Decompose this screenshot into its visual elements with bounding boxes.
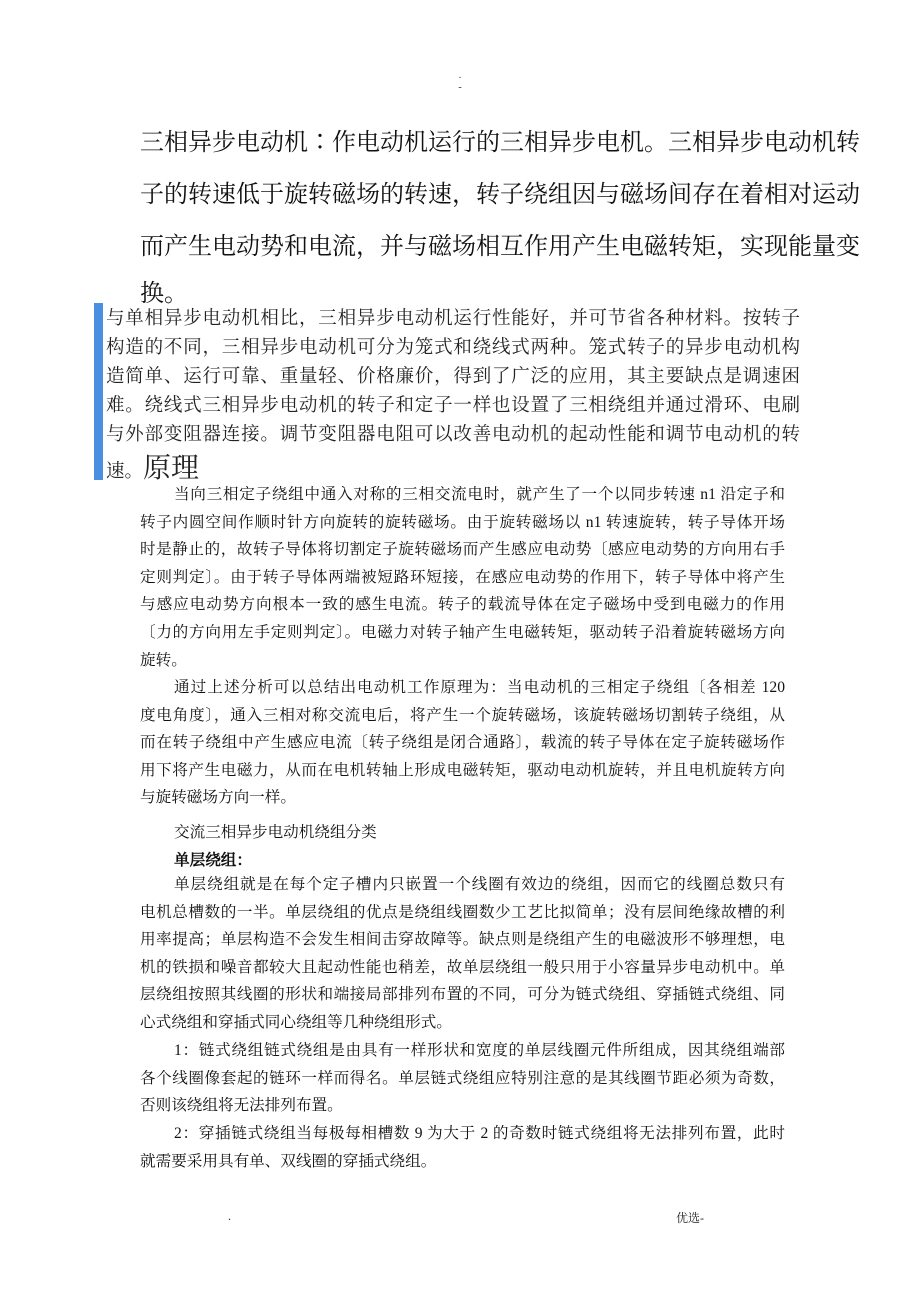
footer-label: 优选- [676,1211,704,1225]
text-line: 层绕组按照其线圈的形状和端接局部排列布置的不同，可分为链式绕组、穿插链式绕组、同 [140,986,785,1004]
text-line: 与外部变阻器连接。调节变阻器电阻可以改善电动机的起动性能和调节电动机的转 [106,423,800,444]
text-line: 定则判定〕。由于转子导体两端被短路环短接，在感应电动势的作用下，转子导体中将产生 [140,568,785,586]
item-1-paragraph [140,1037,785,1120]
header-mark-dot: . [458,70,462,81]
intro-last-text: 速。 [106,460,144,481]
single-layer-paragraph [140,871,785,1037]
text-line: 2：穿插链式绕组当每极每相槽数 9 为大于 2 的奇数时链式绕组将无法排列布置，此时 [174,1125,785,1142]
section-heading-principle: 原理 [143,452,200,483]
principle-paragraph-1 [140,481,785,674]
text-line: 单层绕组就是在每个定子槽内只嵌置一个线圈有效边的绕组，因而它的线圈总数只有 [174,876,785,893]
header-mark-dash: - [458,82,462,93]
text-line: 子的转速低于旋转磁场的转速，转子绕组因与磁场间存在着相对运动 [140,182,860,208]
text-line: 各个线圈像套起的链环一样而得名。单层链式绕组应特别注意的是其线圈节距必须为奇数， [140,1069,785,1087]
classification-heading: 交流三相异步电动机绕组分类 [174,824,377,841]
text-line: 造简单、运行可靠、重量轻、价格廉价，得到了广泛的应用，其主要缺点是调速困 [106,365,800,386]
text-line: 与单相异步电动机相比，三相异步电动机运行性能好，并可节省各种材料。按转子 [106,307,800,328]
text-line: 而在转子绕组中产生感应电流〔转子绕组是闭合通路〕，载流的转子导体在定子旋转磁场作 [140,734,785,752]
item-2-paragraph [140,1120,785,1175]
text-line: 与感应电动势方向根本一致的感生电流。转子的载流导体在定子磁场中受到电磁力的作用 [140,596,785,614]
text-line: 否则该绕组将无法排列布置。 [140,1097,343,1115]
text-line: 三相异步电动机∶作电动机运行的三相异步电机。三相异步电动机转 [140,130,860,156]
text-line: 构造的不同，三相异步电动机可分为笼式和绕线式两种。笼式转子的异步电动机构 [106,336,800,357]
text-line: 旋转。 [140,651,187,669]
text-line: 换。 [140,281,188,307]
text-line: 难。绕线式三相异步电动机的转子和定子一样也设置了三相绕组并通过滑环、电刷 [106,394,800,415]
text-line: 度电角度〕，通入三相对称交流电后，将产生一个旋转磁场，该旋转磁场切割转子绕组，从 [140,706,785,724]
text-line: 时是静止的，故转子导体将切割定子旋转磁场而产生感应电动势〔感应电动势的方向用右手 [140,541,785,559]
footer-dot: . [228,1209,231,1223]
text-line: 当向三相定子绕组中通入对称的三相交流电时，就产生了一个以同步转速 n1 沿定子和 [174,486,785,503]
text-line: 通过上述分析可以总结出电动机工作原理为：当电动机的三相定子绕组〔各相差 120 [174,679,785,696]
single-layer-heading: 单层绕组： [174,852,252,869]
text-line: 就需要采用具有单、双线圈的穿插式绕组。 [140,1152,437,1170]
principle-paragraph-2 [140,674,785,812]
text-line: 而产生电动势和电流，并与磁场相互作用产生电磁转矩，实现能量变 [140,234,860,260]
title-paragraph [140,117,860,315]
text-line: 用下将产生电磁力，从而在电机转轴上形成电磁转矩，驱动电动机旋转，并且电机旋转方向 [140,761,785,779]
text-line: 心式绕组和穿插式同心绕组等几种绕组形式。 [140,1013,452,1031]
text-line: 用率提高；单层构造不会发生相间击穿故障等。缺点则是绕组产生的电磁波形不够理想，电 [140,931,785,949]
text-line: 机的铁损和噪音都较大且起动性能也稍差，故单层绕组一般只用于小容量异步电动机中。单 [140,958,785,976]
text-line: 转子内圆空间作顺时针方向旋转的旋转磁场。由于旋转磁场以 n1 转速旋转，转子导体开场 [140,513,785,531]
text-line: 1：链式绕组链式绕组是由具有一样形状和宽度的单层线圈元件所组成，因其绕组端部 [174,1042,785,1059]
text-line: 与旋转磁场方向一样。 [140,789,296,807]
text-line: 电机总槽数的一半。单层绕组的优点是绕组线圈数少工艺比拟简单；没有层间绝缘故槽的利 [140,903,785,921]
intro-paragraph [94,303,800,483]
text-line: 〔力的方向用左手定则判定〕。电磁力对转子轴产生电磁转矩，驱动转子沿着旋转磁场方向 [140,623,785,641]
